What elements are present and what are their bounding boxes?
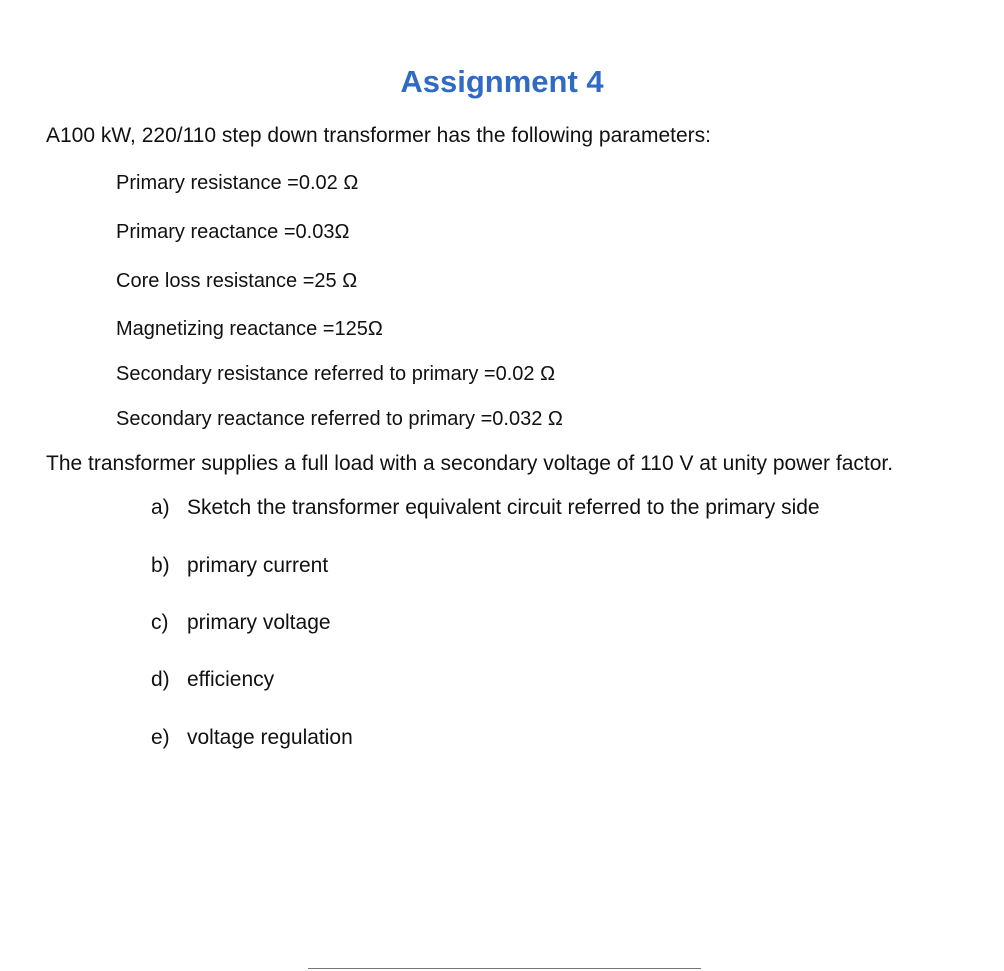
task-text: Sketch the transformer equivalent circuit referred to the primary side xyxy=(187,496,820,519)
param-core-loss-resistance: Core loss resistance =25 Ω xyxy=(116,270,358,292)
load-condition-statement: The transformer supplies a full load with a secondary voltage of 110 V at unity power factor. xyxy=(46,452,894,475)
param-magnetizing-reactance: Magnetizing reactance =125Ω xyxy=(116,318,383,340)
task-letter: d) xyxy=(151,668,170,691)
problem-statement: A100 kW, 220/110 step down transformer has the following parameters: xyxy=(46,124,711,147)
task-letter: e) xyxy=(151,726,170,749)
param-secondary-reactance: Secondary reactance referred to primary =0.032 Ω xyxy=(116,408,563,430)
param-primary-resistance: Primary resistance =0.02 Ω xyxy=(116,172,359,194)
task-letter: b) xyxy=(151,554,170,577)
task-letter: c) xyxy=(151,611,169,634)
task-item-b xyxy=(151,554,328,578)
task-text: primary current xyxy=(187,554,329,577)
task-item-e xyxy=(151,726,353,750)
task-item-c xyxy=(151,611,331,635)
task-item-a xyxy=(151,496,820,520)
task-text: voltage regulation xyxy=(187,726,353,749)
document-title: Assignment 4 xyxy=(400,64,604,99)
param-primary-reactance: Primary reactance =0.03Ω xyxy=(116,221,350,243)
task-letter: a) xyxy=(151,496,170,519)
task-item-d xyxy=(151,668,274,692)
task-text: primary voltage xyxy=(187,611,331,634)
param-secondary-resistance: Secondary resistance referred to primary =0.02 Ω xyxy=(116,363,556,385)
footer-divider xyxy=(308,968,701,969)
task-text: efficiency xyxy=(187,668,275,691)
